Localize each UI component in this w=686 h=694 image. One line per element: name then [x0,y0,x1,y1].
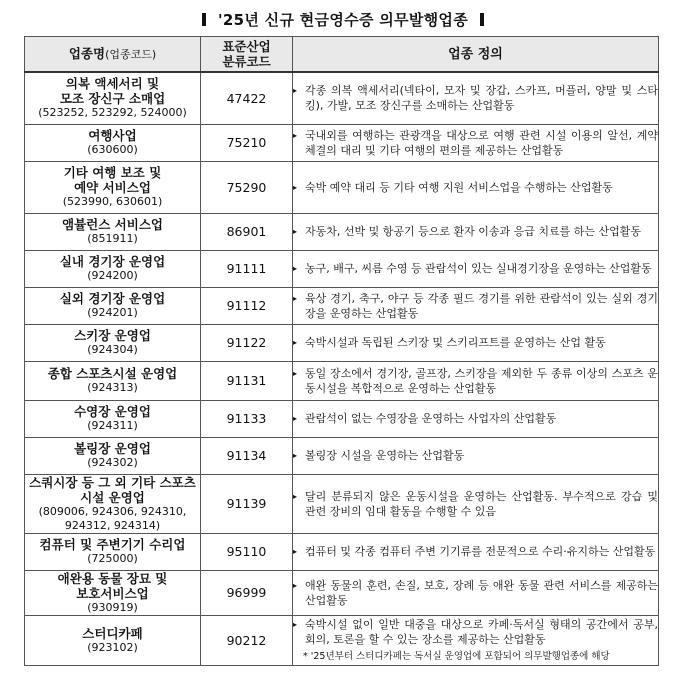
industry-code-list: (924304) [87,343,138,356]
industry-name-cell [25,400,201,437]
industry-name: 모조 장신구 소매업 [59,91,166,107]
triangle-bullet-icon: ▸ [293,620,298,629]
header-name-sub: (업종코드) [105,48,157,61]
industry-code-list: (924201) [87,306,138,319]
definition-wrap [293,366,658,396]
industry-definition: 볼링장 시설을 운영하는 산업활동 [305,449,465,462]
standard-industry-code: 96999 [201,570,293,615]
table-header-row [25,37,659,73]
definition-wrap [293,617,658,647]
table-row [25,570,659,615]
header-name-label: 업종명 [68,46,106,61]
definition-wrap [293,578,658,608]
industry-definition-cell [293,161,659,213]
triangle-bullet-icon: ▸ [293,491,298,501]
industry-name-cell [25,437,201,474]
document-title [0,8,686,32]
industry-code-list: (523252, 523292, 524000) [38,106,187,120]
industry-code-list: (630600) [87,143,138,156]
definition-wrap [293,224,658,239]
industry-name: 여행사업 [88,128,137,143]
industry-name-cell [25,533,201,570]
industry-definition-cell [293,400,659,437]
industry-code-list: (924302) [87,456,138,469]
industry-definition-cell [293,213,659,250]
standard-industry-code: 91111 [201,250,293,287]
standard-industry-code: 95110 [201,533,293,570]
industry-name: 기타 여행 보조 및 [63,165,162,180]
industry-name: 스터디카페 [82,625,143,641]
industry-name-cell [25,615,201,665]
industry-definition: 국내외를 여행하는 관광객을 대상으로 여행 관련 시설 이용의 알선, 계약 체결의 대리 및 기타 여행의 편의를 제공하는 산업활동 [305,128,658,157]
industry-code-list: (725000) [87,552,138,565]
industry-name: 앰뷸런스 서비스업 [62,217,163,232]
industry-definition-cell [293,437,659,474]
standard-industry-code: 91139 [201,474,293,533]
industry-definition: 숙박 예약 대리 등 기타 여행 지원 서비스업을 수행하는 산업활동 [305,180,613,194]
definition-wrap [293,83,658,113]
table-row [25,287,659,324]
industry-definition-cell [293,287,659,324]
table-row [25,533,659,570]
industry-name: 볼링장 운영업 [74,441,151,456]
definition-wrap [293,411,658,426]
triangle-bullet-icon: ▸ [293,338,298,347]
industry-definition: 달리 분류되지 않은 운동시설을 운영하는 산업활동. 부수적으로 강습 및 관련 장비의 임대 활동을 수행할 수 있음 [305,489,658,518]
industry-code-list: (924313) [87,381,138,394]
industry-name: 보호서비스업 [76,585,149,601]
industry-definition: 자동차, 선박 및 항공기 등으로 환자 이송과 응급 치료를 하는 산업활동 [305,225,641,238]
title-bar-right [480,13,484,26]
industry-name-cell [25,124,201,161]
standard-industry-code: 91134 [201,437,293,474]
table-row [25,250,659,287]
header-code-line1: 표준산업 [222,39,271,54]
table-row [25,400,659,437]
table-row [25,361,659,400]
triangle-bullet-icon: ▸ [293,368,298,378]
definition-wrap [293,335,658,350]
industry-definition-cell [293,361,659,400]
triangle-bullet-icon: ▸ [293,86,298,96]
industry-name-cell [25,213,201,250]
industry-definition: 각종 의복 액세서리(넥타이, 모자 및 장갑, 스카프, 머플러, 양말 및 스타킹), 가발, 모조 장신구를 소매하는 산업활동 [305,84,658,113]
definition-footnote: * '25년부터 스터디카페는 독서실 운영업에 포함되어 의무발행업종에 해당 [303,651,610,662]
standard-industry-code: 91122 [201,324,293,361]
standard-industry-code: 75210 [201,124,293,161]
triangle-bullet-icon: ▸ [293,293,298,303]
industry-definition-cell [293,474,659,533]
industry-name: 애완용 동물 장묘 및 [57,570,168,586]
triangle-bullet-icon: ▸ [293,547,298,556]
industry-name: 컴퓨터 및 주변기기 수리업 [39,537,186,552]
header-definition: 업종 정의 [293,37,659,73]
triangle-bullet-icon: ▸ [293,451,298,460]
industry-name: 의복 액세서리 및 [65,76,160,92]
table-row [25,72,659,124]
header-code [201,37,293,73]
industry-definition-cell [293,250,659,287]
industry-name: 종합 스포츠시설 운영업 [47,366,178,381]
industry-name-cell [25,361,201,400]
definition-wrap [293,544,658,559]
definition-wrap [293,180,658,195]
table-row [25,324,659,361]
triangle-bullet-icon: ▸ [293,580,298,590]
table-row [25,124,659,161]
industry-code-list: (809006, 924306, 924310, 924312, 924314) [38,504,187,532]
triangle-bullet-icon: ▸ [293,227,298,236]
industry-name-cell [25,250,201,287]
standard-industry-code: 86901 [201,213,293,250]
industry-code-list: (851911) [87,232,138,245]
title-text: '25년 신규 현금영수증 의무발행업종 [218,11,468,29]
industry-code-list: (924311) [87,419,138,432]
triangle-bullet-icon: ▸ [293,264,298,273]
standard-industry-code: 91112 [201,287,293,324]
industry-definition-cell [293,124,659,161]
industry-name: 수영장 운영업 [74,404,151,419]
standard-industry-code: 47422 [201,72,293,124]
table-row [25,437,659,474]
definition-wrap [293,489,658,519]
industry-definition: 애완 동물의 훈련, 손질, 보호, 장례 등 애완 동물 관련 서비스를 제공하는 산업활동 [305,578,658,607]
standard-industry-code: 75290 [201,161,293,213]
triangle-bullet-icon: ▸ [293,414,298,423]
industry-definition: 숙박시설과 독립된 스키장 및 스키리프트를 운영하는 산업 활동 [305,336,606,349]
industry-definition: 동일 장소에서 경기장, 골프장, 스키장을 제외한 두 종류 이상의 스포츠 운동시설을 복합적으로 운영하는 산업활동 [305,366,658,395]
industry-definition: 농구, 배구, 씨름 수영 등 관람석이 있는 실내경기장을 운영하는 산업활동 [305,262,652,275]
industry-table [24,36,659,666]
industry-code-list: (523990, 630601) [62,195,163,208]
industry-code-list: (923102) [87,640,138,654]
industry-definition: 숙박시설 없이 일반 대중을 대상으로 카페·독서실 형태의 공간에서 공부, 회의, 토론을 할 수 있는 장소를 제공하는 산업활동 [305,618,658,646]
table-row [25,474,659,533]
industry-definition-cell [293,615,659,665]
industry-definition-cell [293,324,659,361]
industry-name: 스쿼시장 등 그 외 기타 스포츠시설 운영업 [29,474,196,505]
definition-wrap [293,128,658,158]
standard-industry-code: 90212 [201,615,293,665]
triangle-bullet-icon: ▸ [293,130,298,140]
industry-name-cell [25,287,201,324]
industry-definition: 컴퓨터 및 각종 컴퓨터 주변 기기류를 전문적으로 수리·유지하는 산업활동 [305,545,656,558]
industry-definition-cell [293,533,659,570]
industry-definition-cell [293,570,659,615]
standard-industry-code: 91131 [201,361,293,400]
industry-name: 예약 서비스업 [74,180,151,195]
industry-name-cell [25,570,201,615]
header-name [25,37,201,73]
title-bar-left [202,13,206,26]
industry-name: 실외 경기장 운영업 [59,291,166,306]
industry-definition-cell [293,72,659,124]
definition-wrap [293,261,658,276]
definition-wrap [293,448,658,463]
table-row [25,161,659,213]
industry-name: 스키장 운영업 [74,328,151,343]
triangle-bullet-icon: ▸ [293,182,298,192]
industry-code-list: (930919) [87,600,138,614]
standard-industry-code: 91133 [201,400,293,437]
industry-code-list: (924200) [87,269,138,282]
header-code-line2: 분류코드 [222,54,271,69]
industry-name: 실내 경기장 운영업 [59,254,166,269]
industry-name-cell [25,161,201,213]
industry-name-cell [25,324,201,361]
industry-definition: 육상 경기, 축구, 야구 등 각종 필드 경기를 위한 관람석이 있는 실외 경기장을 운영하는 산업활동 [305,291,658,320]
industry-definition: 관람석이 없는 수영장을 운영하는 사업자의 산업활동 [305,412,557,425]
table-row [25,615,659,665]
table-row [25,213,659,250]
definition-wrap [293,291,658,321]
industry-name-cell [25,474,201,533]
industry-name-cell [25,72,201,124]
